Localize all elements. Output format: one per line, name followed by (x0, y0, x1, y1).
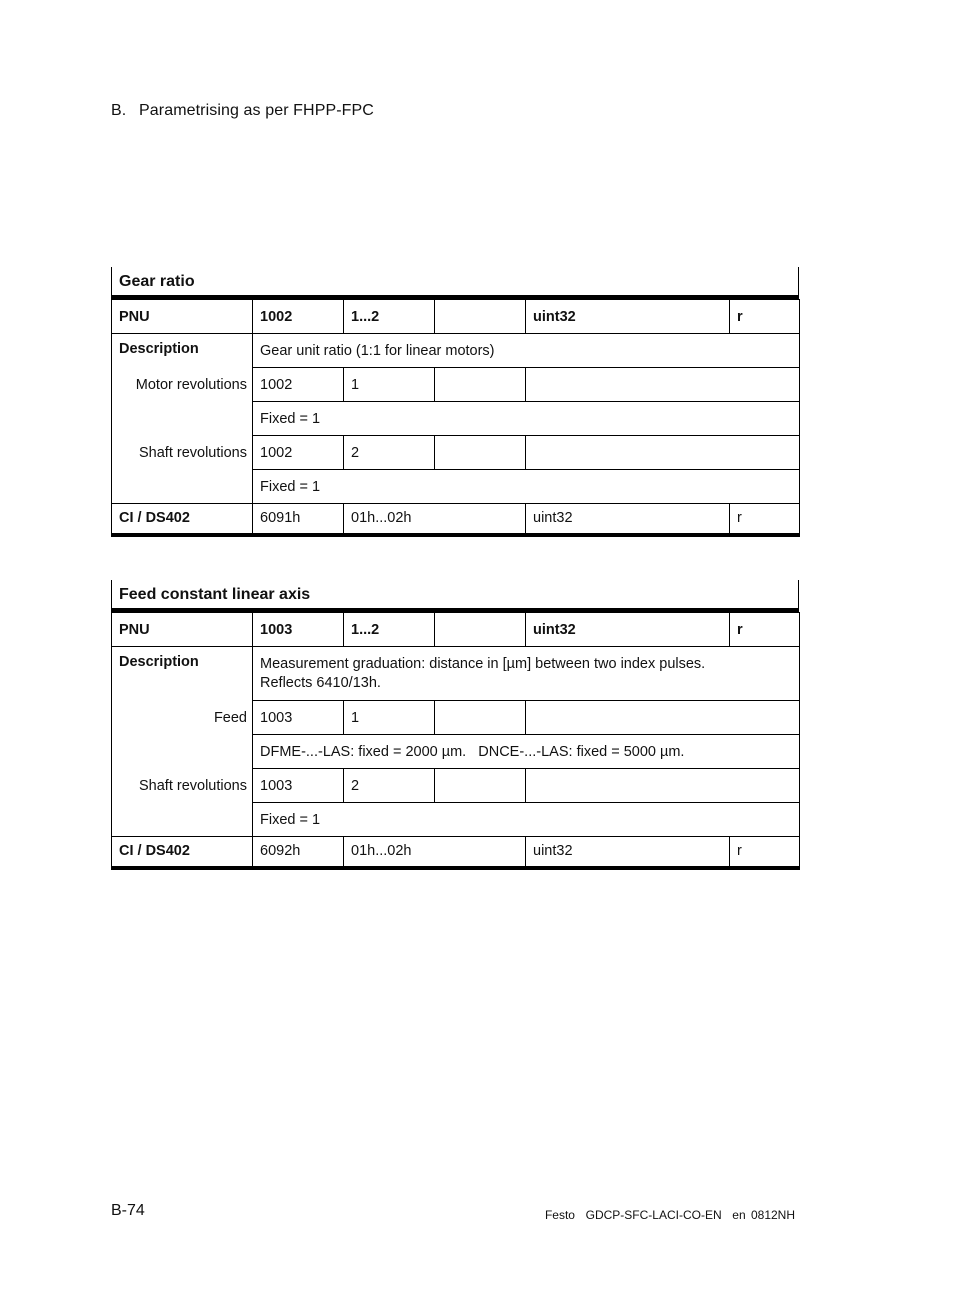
entry-label: Motor revolutions (112, 368, 253, 402)
pnu-subindex: 1...2 (344, 613, 435, 647)
entry-note: Fixed = 1 (253, 402, 800, 436)
entry-subindex: 1 (344, 368, 435, 402)
entry-row (112, 368, 800, 402)
entry-blank-wide (526, 701, 800, 735)
pnu-blank (435, 300, 526, 334)
description-label: Description (112, 334, 253, 368)
entry-note-row (112, 803, 800, 837)
pnu-blank (435, 613, 526, 647)
pnu-value: 1002 (253, 300, 344, 334)
parameter-block-gear-ratio (111, 267, 799, 537)
entry-note-row (112, 470, 800, 504)
pnu-type: uint32 (526, 300, 730, 334)
entry-blank-wide (526, 436, 800, 470)
entry-pnu: 1003 (253, 701, 344, 735)
ci-index: 6091h (253, 504, 344, 535)
entry-note: Fixed = 1 (253, 803, 800, 837)
parameter-table (111, 299, 800, 537)
ci-subindex: 01h...02h (344, 504, 526, 535)
entry-note-row (112, 402, 800, 436)
entry-subindex: 1 (344, 701, 435, 735)
entry-note-row (112, 735, 800, 769)
entry-blank-wide (526, 368, 800, 402)
entry-row (112, 769, 800, 803)
description-text (253, 647, 800, 701)
description-label: Description (112, 647, 253, 701)
ci-row (112, 504, 800, 535)
block-title: Feed constant linear axis (111, 580, 799, 612)
entry-label-spacer (112, 803, 253, 837)
entry-blank (435, 368, 526, 402)
page-number: B-74 (111, 1202, 145, 1219)
entry-label: Shaft revolutions (112, 436, 253, 470)
pnu-label: PNU (112, 613, 253, 647)
entry-blank (435, 701, 526, 735)
block-title: Gear ratio (111, 267, 799, 299)
entry-label-spacer (112, 735, 253, 769)
section-number: B. (111, 102, 127, 119)
entry-pnu: 1003 (253, 769, 344, 803)
pnu-row (112, 300, 800, 334)
document-id: Festo GDCP-SFC-LACI-CO-EN en 0812NH (544, 1208, 795, 1222)
entry-subindex: 2 (344, 769, 435, 803)
ci-index: 6092h (253, 837, 344, 868)
pnu-type: uint32 (526, 613, 730, 647)
section-title: Parametrising as per FHPP-FPC (139, 102, 374, 119)
ci-type: uint32 (526, 504, 730, 535)
ci-label: CI / DS402 (112, 504, 253, 535)
entry-label-spacer (112, 402, 253, 436)
pnu-value: 1003 (253, 613, 344, 647)
entry-blank (435, 769, 526, 803)
entry-subindex: 2 (344, 436, 435, 470)
entry-pnu: 1002 (253, 436, 344, 470)
section-header (111, 102, 374, 120)
pnu-row (112, 613, 800, 647)
parameter-table (111, 612, 800, 870)
pnu-access: r (730, 613, 800, 647)
entry-label: Shaft revolutions (112, 769, 253, 803)
ci-access: r (730, 504, 800, 535)
description-row (112, 647, 800, 701)
entry-note: DFME-...-LAS: fixed = 2000 µm. DNCE-...-LAS: fixed = 5000 µm. (253, 735, 800, 769)
parameter-block-feed-constant (111, 580, 799, 870)
entry-label: Feed (112, 701, 253, 735)
description-line: Measurement graduation: distance in [µm] between two index pulses. (260, 655, 706, 672)
pnu-access: r (730, 300, 800, 334)
entry-blank-wide (526, 769, 800, 803)
entry-note: Fixed = 1 (253, 470, 800, 504)
entry-blank (435, 436, 526, 470)
ci-access: r (730, 837, 800, 868)
ci-subindex: 01h...02h (344, 837, 526, 868)
ci-row (112, 837, 800, 868)
ci-type: uint32 (526, 837, 730, 868)
entry-row (112, 436, 800, 470)
entry-pnu: 1002 (253, 368, 344, 402)
description-text: Gear unit ratio (1:1 for linear motors) (253, 334, 800, 368)
pnu-subindex: 1...2 (344, 300, 435, 334)
entry-row (112, 701, 800, 735)
ci-label: CI / DS402 (112, 837, 253, 868)
description-row (112, 334, 800, 368)
description-line: Reflects 6410/13h. (260, 674, 381, 691)
entry-label-spacer (112, 470, 253, 504)
pnu-label: PNU (112, 300, 253, 334)
